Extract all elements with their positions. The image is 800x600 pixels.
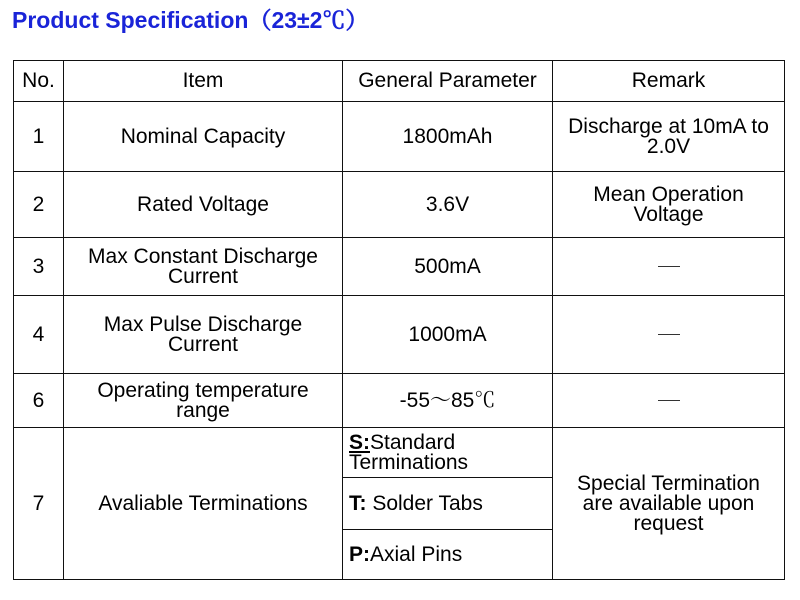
termination-label: Solder Tabs bbox=[366, 491, 483, 515]
cell-item: Max Constant Discharge Current bbox=[64, 238, 343, 296]
cell-no: 2 bbox=[14, 172, 64, 238]
header-parameter: General Parameter bbox=[343, 61, 553, 102]
cell-item: Avaliable Terminations bbox=[64, 428, 343, 580]
termination-label: Standard Terminations bbox=[349, 430, 469, 474]
cell-remark bbox=[553, 238, 785, 296]
title-condition: （23±2℃） bbox=[248, 7, 369, 33]
page-title bbox=[12, 4, 368, 36]
cell-remark: Mean Operation Voltage bbox=[553, 172, 785, 238]
table-row-terminations bbox=[14, 428, 785, 478]
table-row bbox=[14, 238, 785, 296]
spec-table bbox=[13, 60, 785, 580]
dash-icon bbox=[658, 400, 680, 401]
termination-option-standard bbox=[343, 428, 553, 478]
cell-remark: Discharge at 10mA to 2.0V bbox=[553, 102, 785, 172]
cell-remark bbox=[553, 296, 785, 374]
cell-parameter: 500mA bbox=[343, 238, 553, 296]
cell-remark: Special Termination are available upon request bbox=[553, 428, 785, 580]
dash-icon bbox=[658, 266, 680, 267]
header-no: No. bbox=[14, 61, 64, 102]
termination-label: Axial Pins bbox=[370, 542, 463, 566]
cell-parameter: 1000mA bbox=[343, 296, 553, 374]
cell-item: Operating temperature range bbox=[64, 374, 343, 428]
termination-option-solder-tabs bbox=[343, 478, 553, 530]
dash-icon bbox=[658, 334, 680, 335]
cell-remark bbox=[553, 374, 785, 428]
table-row bbox=[14, 296, 785, 374]
cell-no: 6 bbox=[14, 374, 64, 428]
table-header-row bbox=[14, 61, 785, 102]
cell-parameter: 3.6V bbox=[343, 172, 553, 238]
title-main: Product Specification bbox=[12, 7, 249, 33]
termination-option-axial-pins bbox=[343, 530, 553, 580]
cell-item: Rated Voltage bbox=[64, 172, 343, 238]
cell-item: Nominal Capacity bbox=[64, 102, 343, 172]
cell-parameter: 1800mAh bbox=[343, 102, 553, 172]
cell-no: 1 bbox=[14, 102, 64, 172]
termination-code: P: bbox=[349, 542, 370, 566]
cell-no: 7 bbox=[14, 428, 64, 580]
cell-no: 3 bbox=[14, 238, 64, 296]
table-row bbox=[14, 102, 785, 172]
table-row bbox=[14, 172, 785, 238]
cell-item: Max Pulse Discharge Current bbox=[64, 296, 343, 374]
termination-code: S: bbox=[349, 430, 370, 454]
termination-code: T: bbox=[349, 491, 367, 515]
header-remark: Remark bbox=[553, 61, 785, 102]
header-item: Item bbox=[64, 61, 343, 102]
table-row bbox=[14, 374, 785, 428]
cell-parameter: -55～85℃ bbox=[343, 374, 553, 428]
cell-no: 4 bbox=[14, 296, 64, 374]
